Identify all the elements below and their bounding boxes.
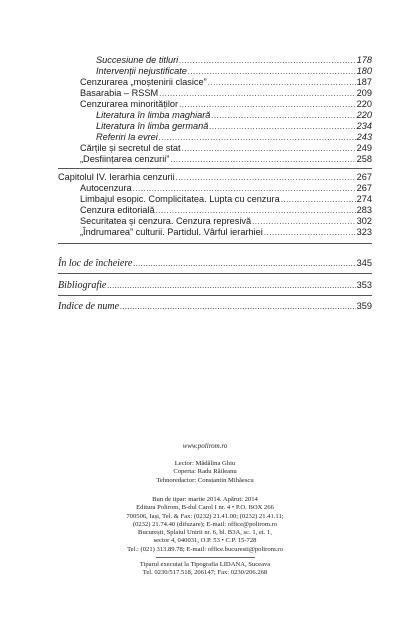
toc-entry bbox=[80, 77, 372, 88]
toc-entry-page: 178 bbox=[356, 55, 372, 65]
leader-dots bbox=[188, 66, 356, 77]
leader-dots bbox=[120, 301, 356, 312]
toc-entry-title: Autocenzura bbox=[80, 183, 132, 193]
toc-entry bbox=[80, 143, 372, 154]
toc-entry-page: 187 bbox=[356, 77, 372, 87]
toc-entry-title: Bibliografie bbox=[58, 280, 107, 291]
toc-entry-page: 267 bbox=[356, 172, 372, 182]
toc-entry bbox=[80, 194, 372, 205]
toc-entry-page: 258 bbox=[356, 154, 372, 164]
leader-dots bbox=[159, 88, 356, 99]
leader-dots bbox=[159, 132, 356, 143]
leader-dots bbox=[170, 154, 355, 165]
toc-entry bbox=[80, 216, 372, 227]
toc-entry-page: 283 bbox=[356, 205, 372, 215]
toc-entry-page: 220 bbox=[356, 110, 372, 120]
toc-entry-page: 359 bbox=[356, 301, 372, 311]
leader-dots bbox=[176, 172, 356, 183]
toc-entry-page: 249 bbox=[356, 143, 372, 153]
toc-entry-title: Literatura în limba maghiară bbox=[96, 110, 211, 120]
toc-entry-title: Cenzurarea „moștenirii clasice” bbox=[80, 77, 207, 87]
publisher-line: Tel.: (021) 313.89.78; E-mail: office.bucuresti@polirom.ro bbox=[127, 545, 283, 553]
divider bbox=[156, 557, 255, 558]
leader-dots bbox=[156, 205, 356, 216]
toc-entry-page: 353 bbox=[356, 280, 372, 290]
publisher-line: 700506, Iași, Tel. & Fax: (0232) 21.41.00; (0232) 21.41.11; bbox=[126, 512, 284, 520]
toc-entry bbox=[80, 227, 372, 238]
toc-entry bbox=[58, 301, 372, 312]
toc-chapter-entry bbox=[58, 172, 372, 183]
printer-line: Tiparul executat la Tipografia LIDANA, Suceava bbox=[139, 561, 271, 568]
toc-entry-title: Cărțile și secretul de stat bbox=[80, 143, 181, 153]
leader-dots bbox=[281, 194, 356, 205]
toc-entry-title: Succesiune de titluri bbox=[96, 55, 179, 65]
printer-info bbox=[110, 561, 300, 578]
toc-entry-page: 267 bbox=[356, 183, 372, 193]
toc-entry-title: Securitatea și cenzura. Cenzura represivă bbox=[80, 216, 252, 226]
website: www.polirom.ro bbox=[182, 442, 228, 450]
toc-entry-title: Cenzurarea minorităților bbox=[80, 99, 179, 109]
toc-entry bbox=[96, 110, 372, 121]
publisher-line: București, Splaiul Unirii nr. 6, bl. B3A, sc. 1, et. 1, bbox=[138, 529, 272, 537]
publisher-line: Editura Polirom, B-dul Carol I nr. 4 • P.O. BOX 266 bbox=[136, 504, 274, 512]
toc-entry-title: Basarabia – RSSM bbox=[80, 88, 159, 98]
leader-dots bbox=[107, 280, 355, 291]
credits bbox=[110, 460, 300, 485]
toc-entry bbox=[80, 154, 372, 165]
toc-entry bbox=[80, 99, 372, 110]
printer-line: Tel. 0230/517.518, 206147; Fax: 0230/206.268 bbox=[142, 569, 268, 577]
divider bbox=[58, 273, 372, 274]
publisher-line: (0232) 21.74.40 (difuzare); E-mail: office@polirom.ro bbox=[132, 520, 278, 528]
leader-dots bbox=[211, 110, 355, 121]
toc-entry-title: Indice de nume bbox=[58, 301, 120, 312]
toc-entry-title: Referiri la evrei bbox=[96, 132, 158, 142]
publisher-info bbox=[110, 496, 300, 554]
toc-entry-title: În loc de încheiere bbox=[58, 258, 133, 269]
toc-entry-title: Intervenții nejustificate bbox=[96, 66, 187, 76]
toc-entry-title: „Îndrumarea” culturii. Partidul. Vârful ierarhiei bbox=[80, 227, 263, 237]
toc-entry-page: 180 bbox=[356, 66, 372, 76]
leader-dots bbox=[179, 99, 356, 110]
toc-entry-page: 323 bbox=[356, 227, 372, 237]
toc-entry-title: „Desființarea cenzurii” bbox=[80, 154, 170, 164]
coperta: Coperta: Radu Răileanu bbox=[173, 468, 237, 476]
toc-entry bbox=[80, 205, 372, 216]
leader-dots bbox=[133, 258, 355, 269]
leader-dots bbox=[179, 55, 355, 66]
publisher-line: Bun de tipar: martie 2014. Apărut: 2014 bbox=[152, 496, 258, 503]
toc-entry bbox=[96, 66, 372, 77]
toc-entry-page: 302 bbox=[356, 216, 372, 226]
leader-dots bbox=[264, 227, 356, 238]
toc-entry bbox=[80, 183, 372, 194]
toc-entry bbox=[96, 55, 372, 66]
toc-entry-page: 220 bbox=[356, 99, 372, 109]
publisher-line: sector 4, 040031, O.P. 53 • C.P. 15-728 bbox=[153, 537, 257, 545]
toc-entry bbox=[80, 88, 372, 99]
tehnoredactor: Tehnoredactor: Constantin Mihăescu bbox=[156, 476, 254, 484]
toc-entry-title: Limbajul esopic. Complicitatea. Lupta cu cenzura bbox=[80, 194, 280, 204]
toc-entry bbox=[96, 121, 372, 132]
toc-entry-page: 243 bbox=[356, 132, 372, 142]
leader-dots bbox=[133, 183, 356, 194]
toc-entry-page: 234 bbox=[356, 121, 372, 131]
leader-dots bbox=[209, 121, 355, 132]
leader-dots bbox=[252, 216, 356, 227]
divider bbox=[58, 243, 372, 244]
toc-entry-title: Cenzura editorială bbox=[80, 205, 155, 215]
toc-entry-page: 209 bbox=[356, 88, 372, 98]
toc-entry bbox=[58, 258, 372, 269]
toc-entry bbox=[58, 280, 372, 291]
leader-dots bbox=[182, 143, 356, 154]
lector: Lector: Mădălina Ghiu bbox=[174, 460, 236, 467]
leader-dots bbox=[208, 77, 356, 88]
toc-entry-page: 345 bbox=[356, 258, 372, 268]
divider bbox=[58, 168, 372, 169]
toc-entry bbox=[96, 132, 372, 143]
toc-entry-title: Literatura în limba germană bbox=[96, 121, 209, 131]
toc-entry-title: Capitolul IV. Ierarhia cenzurii bbox=[58, 172, 175, 182]
divider bbox=[58, 295, 372, 296]
toc-entry-page: 274 bbox=[356, 194, 372, 204]
